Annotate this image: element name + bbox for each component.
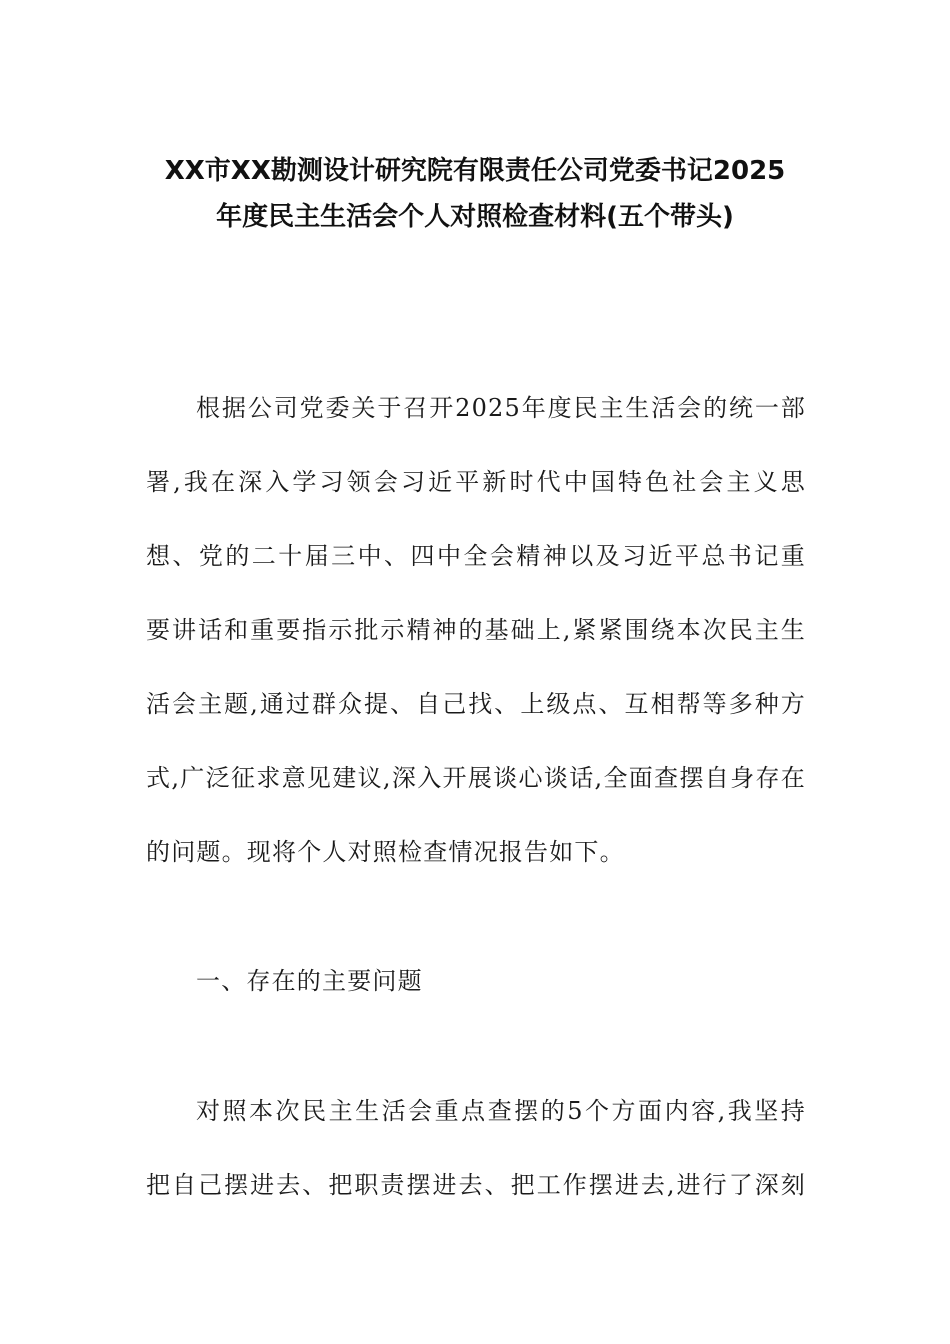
document-title-line-1: XX市XX勘测设计研究院有限责任公司党委书记2025 [164,156,786,186]
section-heading: 一、存在的主要问题 [196,967,423,995]
document-title-line-2: 年度民主生活会个人对照检查材料(五个带头) [216,202,734,232]
paragraph-1-line-5: 活会主题,通过群众提、自己找、上级点、互相帮等多种方 [146,690,806,718]
paragraph-1-line-2: 署,我在深入学习领会习近平新时代中国特色社会主义思 [146,468,806,496]
paragraph-1-line-6: 式,广泛征求意见建议,深入开展谈心谈话,全面查摆自身存在 [146,764,806,792]
paragraph-1-line-7: 的问题。现将个人对照检查情况报告如下。 [146,838,625,866]
paragraph-1-line-3: 想、党的二十届三中、四中全会精神以及习近平总书记重 [146,542,806,570]
paragraph-2-line-1: 对照本次民主生活会重点查摆的5个方面内容,我坚持 [196,1097,806,1125]
paragraph-1-line-1: 根据公司党委关于召开2025年度民主生活会的统一部 [196,394,806,422]
paragraph-2-line-2: 把自己摆进去、把职责摆进去、把工作摆进去,进行了深刻 [146,1171,806,1199]
paragraph-1-line-4: 要讲话和重要指示批示精神的基础上,紧紧围绕本次民主生 [146,616,806,644]
